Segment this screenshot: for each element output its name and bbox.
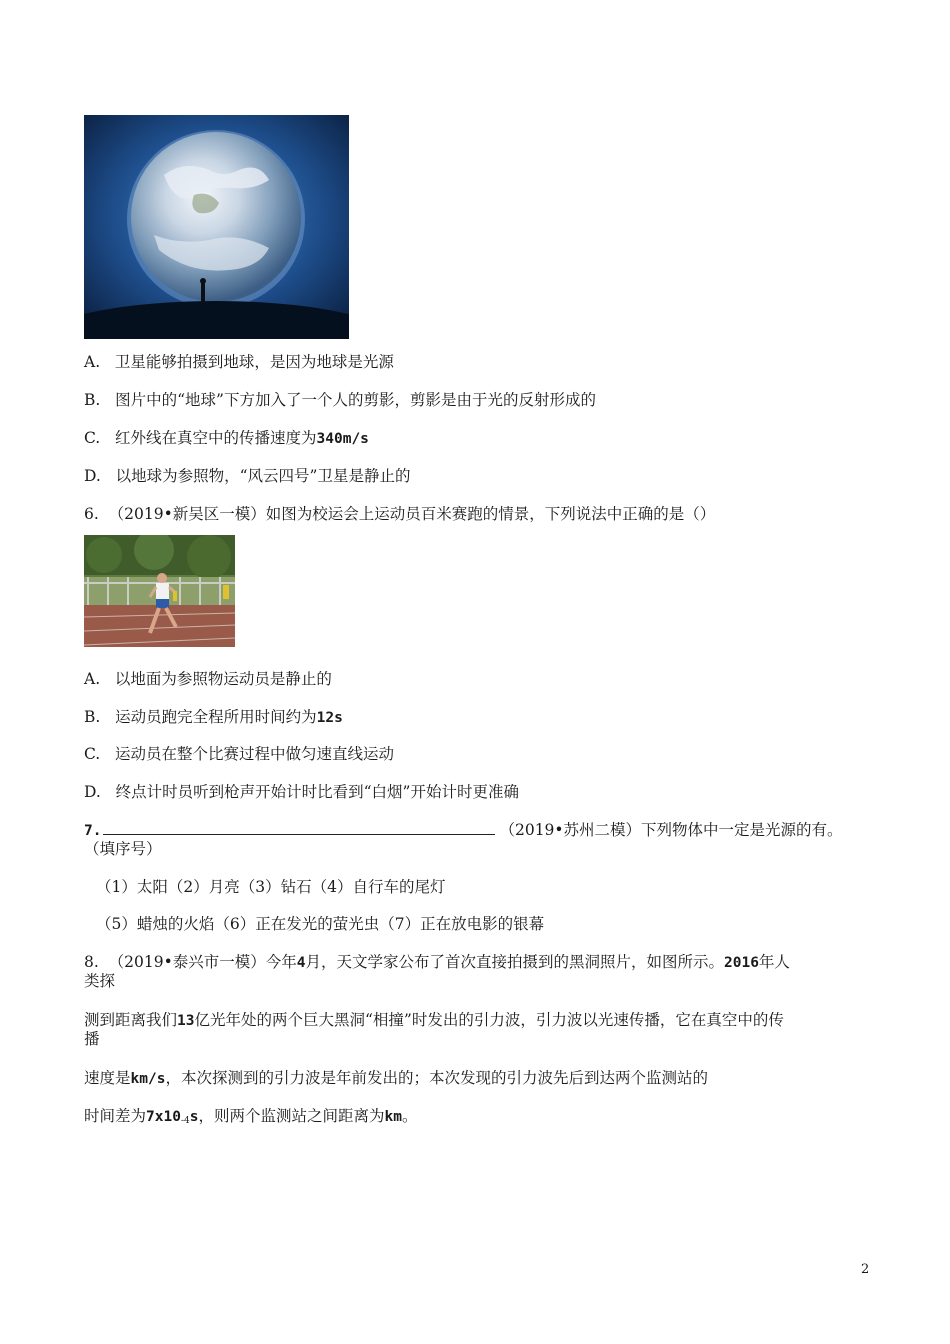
option-label: A. (84, 353, 101, 371)
q8-number: 13 (177, 1013, 195, 1029)
q8-text: 。 (401, 1107, 418, 1125)
option-text: 图片中的“地球”下方加入了一个人的剪影，剪影是由于光的反射形成的 (115, 391, 596, 409)
option-label: B. (84, 708, 101, 726)
q8-text: 月，天文学家公布了首次直接拍摄到的黑洞照片，如图所示。 (305, 953, 724, 971)
q8-unit: km/s (130, 1071, 166, 1087)
q8-number: 4 (296, 955, 306, 971)
q7-items-line-1 (96, 877, 445, 897)
option-text: 卫星能够拍摄到地球，是因为地球是光源 (114, 353, 394, 371)
question-number: 6. (84, 505, 99, 523)
q5-option-a (84, 352, 394, 372)
option-label: B. (84, 391, 101, 409)
option-text: 运动员跑完全程所用时间约为 (115, 708, 317, 726)
item-list-text: （5）蜡烛的火焰（6）正在发光的萤光虫（7）正在放电影的银幕 (96, 915, 545, 933)
option-text: 以地球为参照物，“风云四号”卫星是静止的 (115, 467, 411, 485)
answer-blank (103, 820, 495, 835)
option-value: 340m/s (316, 431, 369, 447)
q8-text: 亿光年处的两个巨大黑洞“相撞”时发出的引力波，引力波以光速传播，它在真空中的传 (194, 1011, 784, 1029)
q6-option-a (84, 669, 332, 689)
q8-text: ，则两个监测站之间距离为 (198, 1107, 385, 1125)
q8-text: 测到距离我们 (84, 1011, 178, 1029)
q8-number: 7x10 (146, 1109, 181, 1125)
option-label: A. (84, 670, 101, 688)
q8-exponent: -4 (180, 1116, 190, 1126)
q8-line-2 (84, 971, 115, 991)
option-value: 12s (316, 710, 343, 726)
q8-text: 时间差为 (84, 1107, 147, 1125)
q7-stem-cont (84, 839, 162, 859)
option-label: C. (84, 745, 101, 763)
runner-figure-image (84, 535, 235, 647)
q8-text: 速度是 (84, 1069, 131, 1087)
q8-text: （2019•泰兴市一模）今年 (108, 953, 297, 971)
option-text: 终点计时员听到枪声开始计时比看到“白烟”开始计时更准确 (115, 783, 519, 801)
question-text: （2019•苏州二模）下列物体中一定是光源的有。 (499, 821, 843, 839)
question-text-cont: （填序号） (84, 840, 162, 858)
question-number: 7. (84, 823, 102, 839)
question-number: 8. (84, 953, 99, 971)
runner-figure-svg (84, 535, 235, 647)
q6-option-b (84, 707, 343, 728)
q8-line-4 (84, 1029, 100, 1049)
option-text: 红外线在真空中的传播速度为 (115, 429, 317, 447)
page-number: 2 (861, 1262, 870, 1277)
q8-text: 年人 (758, 953, 790, 971)
earth-figure-image (84, 115, 349, 339)
q8-unit: s (189, 1109, 199, 1125)
q8-text: 播 (84, 1030, 100, 1048)
q6-option-c (84, 744, 394, 764)
option-text: 运动员在整个比赛过程中做匀速直线运动 (115, 745, 395, 763)
q8-line-5 (84, 1068, 708, 1089)
q8-number: 2016 (724, 955, 759, 971)
q8-line-6 (84, 1106, 417, 1131)
option-label: D. (84, 783, 101, 801)
option-label: C. (84, 429, 101, 447)
q7-items-line-2 (96, 914, 544, 934)
q7-stem (84, 820, 843, 841)
q8-text: ，本次探测到的引力波是年前发出的；本次发现的引力波先后到达两个监测站的 (165, 1069, 708, 1087)
q5-option-b (84, 390, 596, 410)
q8-unit: km (384, 1109, 402, 1125)
q8-line-3 (84, 1010, 784, 1031)
question-text: （2019•新吴区一模）如图为校运会上运动员百米赛跑的情景，下列说法中正确的是（） (108, 505, 716, 523)
option-label: D. (84, 467, 101, 485)
option-text: 以地面为参照物运动员是静止的 (114, 670, 332, 688)
q8-text: 类探 (84, 972, 116, 990)
q5-option-c (84, 428, 369, 449)
q8-line-1 (84, 952, 790, 973)
q6-stem (84, 504, 715, 524)
earth-figure-svg (84, 115, 349, 339)
q6-option-d (84, 782, 519, 802)
item-list-text: （1）太阳（2）月亮（3）钻石（4）自行车的尾灯 (96, 878, 446, 896)
q5-option-d (84, 466, 410, 486)
